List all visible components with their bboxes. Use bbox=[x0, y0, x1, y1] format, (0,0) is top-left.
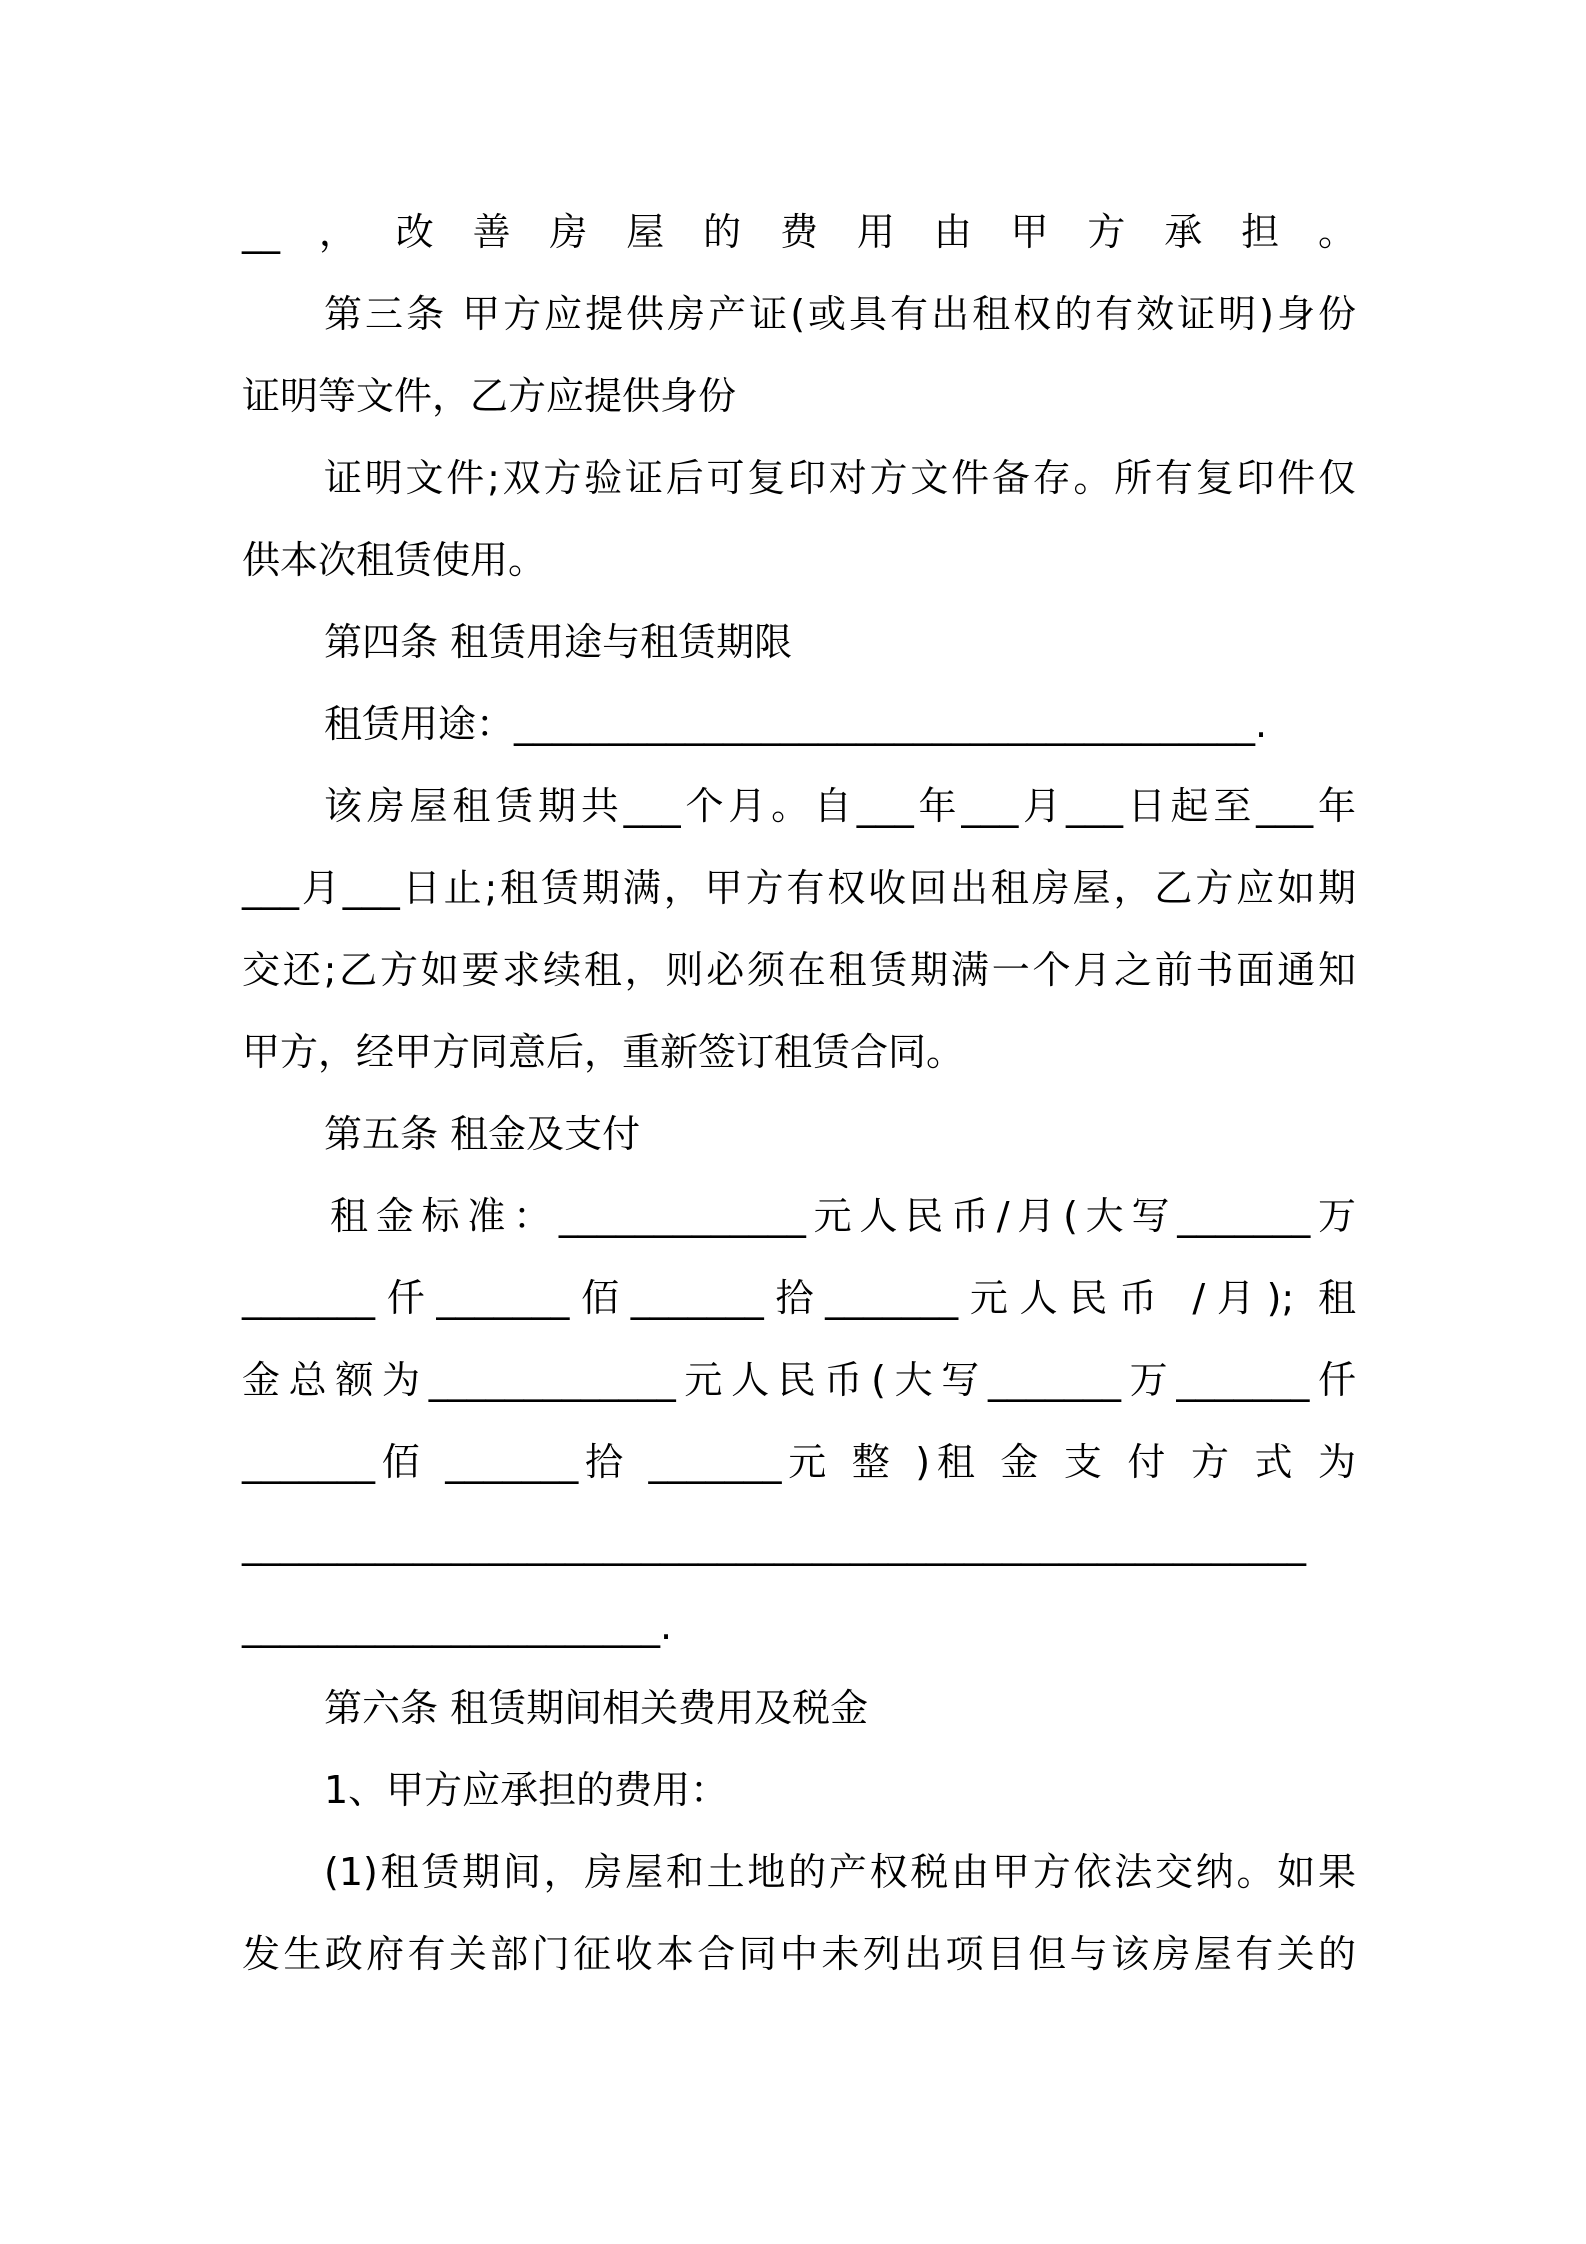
rental-term-line: 该房屋租赁期共___个月。自___年___月___日起至___年 bbox=[324, 784, 1356, 828]
rental-use-line: 租赁用途：_______________________________________. bbox=[324, 702, 1268, 746]
text-line-1: __，改善房屋的费用由甲方承担。 bbox=[242, 210, 1356, 254]
text-line-22: 发生政府有关部门征收本合同中未列出项目但与该房屋有关的 bbox=[242, 1932, 1356, 1976]
text-line-21: (1)租赁期间，房屋和土地的产权税由甲方依法交纳。如果 bbox=[324, 1850, 1356, 1894]
text-line-11: 甲方，经甲方同意后，重新签订租赁合同。 bbox=[242, 1030, 965, 1074]
payment-method-blank-2: ______________________. bbox=[242, 1604, 673, 1648]
article-4-heading: 第四条 租赁用途与租赁期限 bbox=[324, 620, 793, 664]
text-line-16: _______佰 _______拾 _______元 整 )租 金 支 付 方 式 为 bbox=[242, 1440, 1356, 1484]
article-6-heading: 第六条 租赁期间相关费用及税金 bbox=[324, 1686, 869, 1730]
payment-method-blank-1: ________________________________________________________ bbox=[242, 1522, 1306, 1566]
text-line-10: 交还;乙方如要求续租，则必须在租赁期满一个月之前书面通知 bbox=[242, 948, 1356, 992]
article-3-heading: 第三条 甲方应提供房产证(或具有出租权的有效证明)身份 bbox=[324, 292, 1356, 336]
rent-total-line: 金总额为_____________元人民币(大写_______万_______仟 bbox=[242, 1358, 1356, 1402]
text-line-9: ___月___日止;租赁期满，甲方有权收回出租房屋，乙方应如期 bbox=[242, 866, 1356, 910]
rent-standard-line: 租金标准：_____________元人民币/月(大写_______万 bbox=[330, 1194, 1356, 1238]
section-1-heading: 1、甲方应承担的费用： bbox=[324, 1768, 729, 1812]
text-line-4: 证明文件;双方验证后可复印对方文件备存。所有复印件仅 bbox=[324, 456, 1356, 500]
text-line-14: _______仟_______佰_______拾_______元人民币 /月); 租 bbox=[242, 1276, 1356, 1320]
article-5-heading: 第五条 租金及支付 bbox=[324, 1112, 641, 1156]
text-line-3: 证明等文件，乙方应提供身份 bbox=[242, 374, 737, 418]
text-line-5: 供本次租赁使用。 bbox=[242, 538, 547, 582]
